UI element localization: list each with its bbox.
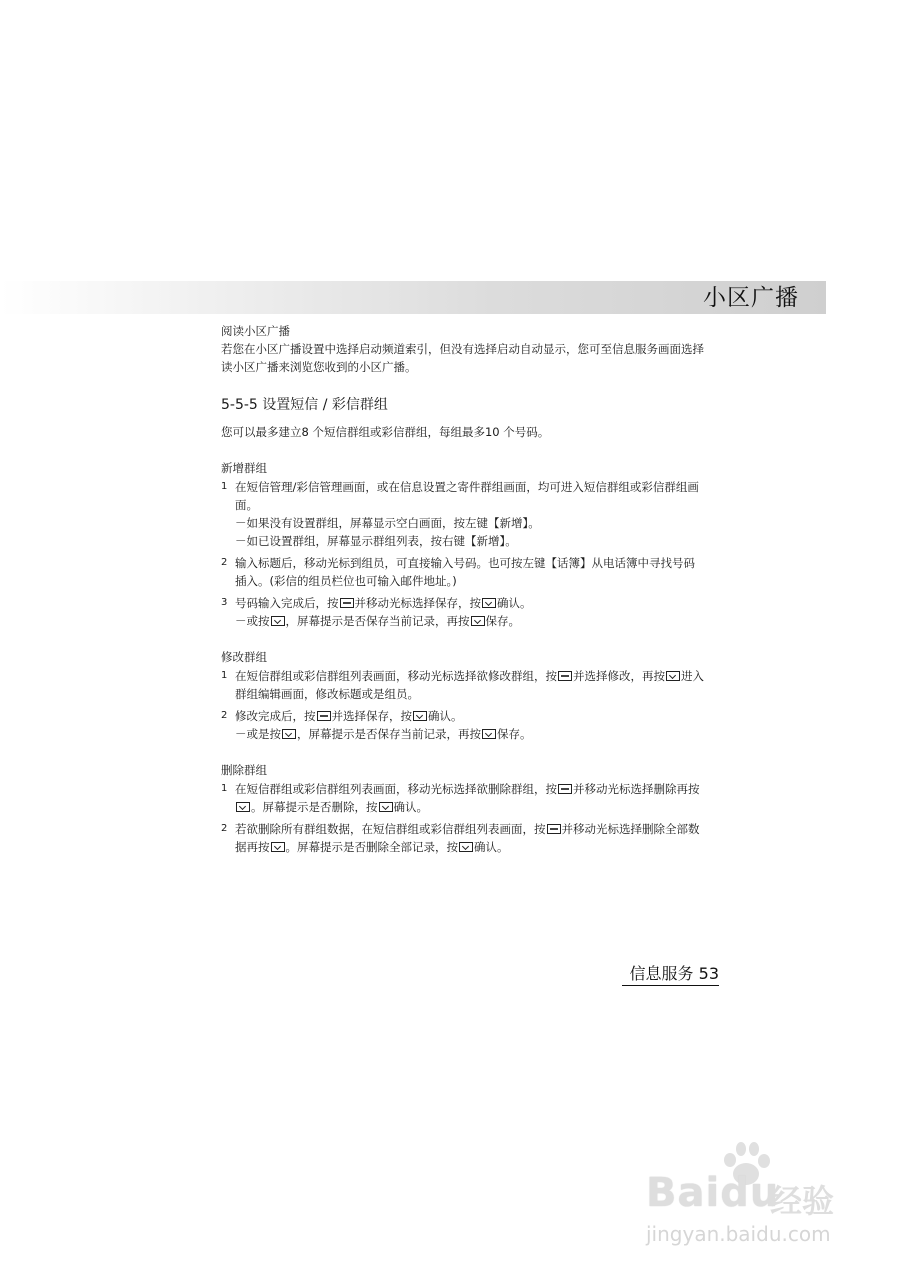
- step-text-b: 并移动光标选择保存，按: [354, 596, 481, 610]
- step-number: 1: [221, 783, 228, 794]
- menu-key-icon: [340, 598, 354, 608]
- ok-key-icon: [236, 802, 250, 812]
- menu-key-icon: [317, 711, 331, 721]
- delete-group-heading: 删除群组: [221, 763, 267, 777]
- step-text-b: 并选择保存，按: [331, 709, 412, 723]
- delete-step-1: [221, 780, 706, 816]
- page-content: [221, 322, 706, 856]
- step-sub: [235, 725, 706, 743]
- step-sub: －如果没有设置群组，屏幕显示空白画面，按左键【新增】。: [235, 516, 540, 530]
- step-number: 2: [221, 557, 228, 568]
- step-text-b: 并选择修改，再按: [573, 669, 665, 683]
- menu-key-icon: [558, 784, 572, 794]
- ok-key-icon: [413, 711, 427, 721]
- add-step-2: [221, 554, 706, 590]
- sub-text-c: 保存。: [497, 727, 532, 741]
- step-text-c: 确认。: [428, 709, 463, 723]
- step-sub: [235, 612, 706, 630]
- modify-step-2: [221, 707, 706, 743]
- read-heading: 阅读小区广播: [221, 324, 290, 338]
- step-text-c: 确认。: [497, 596, 532, 610]
- step-number: 2: [221, 710, 228, 721]
- baidu-watermark: [640, 1140, 870, 1250]
- sub-text-a: －或按: [235, 614, 270, 628]
- sub-text-c: 保存。: [485, 614, 520, 628]
- menu-key-icon: [547, 824, 561, 834]
- step-text-a: 在短信群组或彩信群组列表画面，移动光标选择欲删除群组，按: [235, 782, 557, 796]
- page-title: 小区广播: [703, 285, 799, 311]
- step-text: 在短信管理/彩信管理画面，或在信息设置之寄件群组画面，均可进入短信群组或彩信群组画面。: [235, 480, 699, 512]
- ok-key-icon: [271, 616, 285, 626]
- page-footer: 信息服务 53: [622, 964, 719, 986]
- add-step-3: [221, 594, 706, 630]
- section-intro: 您可以最多建立8 个短信群组或彩信群组，每组最多10 个号码。: [221, 425, 550, 439]
- step-text-b: 并移动光标选择删除全部数据再按: [235, 822, 700, 854]
- modify-step-1: [221, 667, 706, 703]
- step-text-c: 进入群组编辑画面，修改标题或是组员。: [235, 669, 704, 701]
- read-body: 若您在小区广播设置中选择启动频道索引，但没有选择启动自动显示，您可至信息服务画面选择读小区广播来浏览您收到的小区广播。: [221, 342, 704, 374]
- watermark-url: jingyan.baidu.com: [646, 1222, 831, 1246]
- step-text-d: 确认。: [474, 840, 509, 854]
- add-group-section: [221, 459, 706, 630]
- step-number: 3: [221, 597, 228, 608]
- menu-key-icon: [558, 671, 572, 681]
- step-number: 1: [221, 481, 228, 492]
- ok-key-icon: [471, 616, 485, 626]
- delete-group-section: [221, 761, 706, 856]
- delete-step-2: [221, 820, 706, 856]
- step-sub: －如已设置群组，屏幕显示群组列表，按右键【新增】。: [235, 534, 517, 548]
- modify-group-section: [221, 648, 706, 743]
- ok-key-icon: [379, 802, 393, 812]
- sub-text-b: ，屏幕提示是否保存当前记录，再按: [285, 614, 470, 628]
- step-text-d: 确认。: [393, 800, 428, 814]
- ok-key-icon: [666, 671, 680, 681]
- step-text-a: 在短信群组或彩信群组列表画面，移动光标选择欲修改群组，按: [235, 669, 557, 683]
- step-text: 输入标题后，移动光标到组员，可直接输入号码。也可按左键【话簿】从电话簿中寻找号码插入。(彩信的组员栏位也可输入邮件地址。): [235, 556, 695, 588]
- step-text-b: 并移动光标选择删除再按: [573, 782, 700, 796]
- ok-key-icon: [271, 842, 285, 852]
- ok-key-icon: [482, 729, 496, 739]
- step-text-c: 。屏幕提示是否删除，按: [251, 800, 378, 814]
- step-text-a: 若欲删除所有群组数据，在短信群组或彩信群组列表画面，按: [235, 822, 546, 836]
- ok-key-icon: [482, 598, 496, 608]
- add-step-1: [221, 478, 706, 550]
- step-number: 2: [221, 823, 228, 834]
- step-text-a: 修改完成后，按: [235, 709, 316, 723]
- section-title: 5-5-5 设置短信 / 彩信群组: [221, 397, 388, 413]
- ok-key-icon: [459, 842, 473, 852]
- step-number: 1: [221, 670, 228, 681]
- ok-key-icon: [282, 729, 296, 739]
- watermark-brand: Baidu: [646, 1170, 780, 1216]
- step-text-a: 号码输入完成后，按: [235, 596, 339, 610]
- watermark-cn: 经验: [770, 1182, 835, 1220]
- add-group-heading: 新增群组: [221, 461, 267, 475]
- sub-text-a: －或是按: [235, 727, 281, 741]
- modify-group-heading: 修改群组: [221, 650, 267, 664]
- step-text-c: 。屏幕提示是否删除全部记录，按: [285, 840, 458, 854]
- sub-text-b: ，屏幕提示是否保存当前记录，再按: [297, 727, 481, 741]
